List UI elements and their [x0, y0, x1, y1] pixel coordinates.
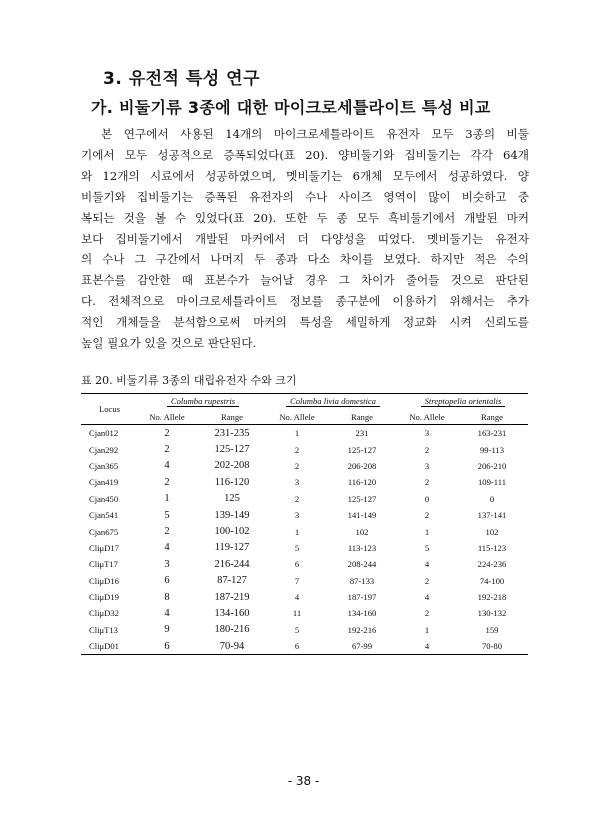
- allele-count-header: No. Allele: [268, 409, 326, 425]
- value-cell: 4: [164, 607, 170, 619]
- value-cell: 7: [294, 575, 300, 586]
- value-cell: 125-127: [214, 444, 250, 456]
- table-row: [81, 573, 528, 589]
- value-cell: 180-216: [214, 624, 250, 636]
- paragraph-line: 복되는 것을 볼 수 있었다(표 20). 또한 두 종 모두 흑비둘기에서 개발된 마커: [81, 210, 529, 225]
- locus-cell: Cjan012: [89, 428, 119, 439]
- range-header: Range: [196, 409, 268, 425]
- value-cell: 1: [164, 493, 170, 505]
- paragraph-line: 의 수나 그 구간에서 나머지 두 종과 다소 차이를 보였다. 하지만 적은 수의: [81, 252, 529, 267]
- value-cell: 6: [268, 638, 326, 655]
- value-cell: 216-244: [214, 558, 250, 570]
- value-cell: 4: [424, 559, 430, 570]
- locus-cell: Cjan292: [89, 444, 119, 455]
- value-cell: 4: [164, 460, 170, 472]
- paragraph-line: 보다 집비둘기에서 개발된 마커에서 더 다양성을 띠었다. 멧비둘기는 유전자: [81, 231, 529, 246]
- paragraph-line: 본 연구에서 사용된 14개의 마이크로세틀라이트 유전자 모두 3종의 비둘: [101, 127, 529, 141]
- value-cell: 4: [398, 638, 456, 655]
- value-cell: 2: [294, 493, 300, 504]
- value-cell: 116-120: [214, 476, 250, 488]
- table-row: [81, 474, 528, 490]
- value-cell: 192-216: [347, 624, 377, 635]
- value-cell: 8: [164, 591, 170, 603]
- paragraph-line: 표본수를 감안한 때 표본수가 늘어날 경우 그 차이가 줄어들 것으로 판단된: [81, 273, 529, 288]
- value-cell: 1: [424, 526, 430, 537]
- paragraph-line: 비둘기와 집비둘기는 증폭된 유전자의 수나 사이즈 영역이 많이 비슷하고 중: [81, 189, 529, 204]
- locus-cell: Cjan675: [89, 526, 119, 537]
- value-cell: 113-123: [347, 542, 377, 553]
- value-cell: 1: [424, 624, 430, 635]
- species-header: Streptopelia orientalis: [398, 394, 528, 410]
- value-cell: 139-149: [214, 509, 250, 521]
- value-cell: 100-102: [214, 526, 250, 538]
- paragraph-line: 높일 필요가 있을 것으로 판단된다.: [81, 336, 257, 351]
- table-row: [81, 507, 528, 523]
- species-header: Columba rupestris: [138, 394, 268, 410]
- value-cell: 1: [294, 428, 300, 439]
- value-cell: 231: [355, 428, 369, 439]
- value-cell: 231-235: [214, 427, 250, 439]
- value-cell: 159: [485, 624, 499, 635]
- value-cell: 67-99: [326, 638, 398, 655]
- value-cell: 6: [138, 638, 196, 655]
- value-cell: 115-123: [477, 542, 507, 553]
- value-cell: 163-231: [477, 428, 507, 439]
- body-paragraph: [81, 124, 529, 354]
- value-cell: 134-160: [347, 608, 377, 619]
- value-cell: 2: [424, 444, 430, 455]
- value-cell: 206-210: [477, 460, 507, 471]
- locus-header: Locus: [81, 394, 138, 425]
- value-cell: 74-100: [479, 575, 505, 586]
- value-cell: 102: [485, 526, 499, 537]
- value-cell: 5: [164, 509, 170, 521]
- locus-cell: CliμD19: [89, 592, 119, 603]
- value-cell: 102: [355, 526, 369, 537]
- locus-cell: CliμT13: [89, 624, 118, 635]
- value-cell: 4: [164, 542, 170, 554]
- value-cell: 187-219: [214, 591, 250, 603]
- value-cell: 134-160: [214, 607, 250, 619]
- paragraph-line: 와 12개의 시료에서 성공하였으며, 멧비둘기는 6개체 모두에서 성공하였다. 양: [81, 168, 529, 183]
- page-number: - 38 -: [287, 774, 320, 788]
- range-header: Range: [456, 409, 528, 425]
- value-cell: 0: [489, 493, 495, 504]
- value-cell: 119-127: [214, 542, 250, 554]
- value-cell: 125-127: [347, 493, 377, 504]
- allele-count-header: No. Allele: [138, 409, 196, 425]
- value-cell: 2: [424, 510, 430, 521]
- table-row: [81, 589, 528, 605]
- value-cell: 11: [292, 608, 302, 619]
- paragraph-line: 기에서 모두 성공적으로 증폭되었다(표 20). 양비둘기와 집비둘기는 각각 64개: [81, 147, 529, 162]
- allele-table: [81, 393, 528, 655]
- value-cell: 4: [424, 592, 430, 603]
- value-cell: 137-141: [477, 510, 507, 521]
- value-cell: 70-80: [456, 638, 528, 655]
- value-cell: 4: [294, 592, 300, 603]
- locus-cell: CliμT17: [89, 559, 118, 570]
- value-cell: 2: [424, 608, 430, 619]
- value-cell: 208-244: [347, 559, 377, 570]
- subsection-heading: 가. 비둘기류 3종에 대한 마이크로세틀라이트 특성 비교: [91, 98, 491, 117]
- locus-cell: CliμD01: [81, 638, 138, 655]
- value-cell: 125: [224, 493, 240, 505]
- locus-cell: Cjan541: [89, 510, 119, 521]
- value-cell: 5: [424, 542, 430, 553]
- value-cell: 5: [294, 542, 300, 553]
- value-cell: 187-197: [347, 592, 377, 603]
- value-cell: 70-94: [196, 638, 268, 655]
- table-row: [81, 441, 528, 457]
- value-cell: 87-127: [217, 575, 247, 587]
- value-cell: 141-149: [347, 510, 377, 521]
- value-cell: 2: [164, 476, 170, 488]
- value-cell: 109-111: [477, 477, 506, 488]
- locus-cell: Cjan419: [89, 477, 119, 488]
- range-header: Range: [326, 409, 398, 425]
- table-caption: 표 20. 비둘기류 3종의 대립유전자 수와 크기: [81, 374, 297, 387]
- table-row: [81, 523, 528, 539]
- locus-cell: Cjan450: [89, 493, 119, 504]
- value-cell: 3: [424, 428, 430, 439]
- table-row: [81, 638, 528, 655]
- locus-cell: CliμD17: [89, 542, 119, 553]
- value-cell: 0: [424, 493, 430, 504]
- value-cell: 3: [164, 558, 170, 570]
- value-cell: 224-236: [477, 559, 507, 570]
- value-cell: 1: [294, 526, 300, 537]
- value-cell: 2: [424, 575, 430, 586]
- locus-cell: CliμD32: [89, 608, 119, 619]
- value-cell: 5: [294, 624, 300, 635]
- value-cell: 125-127: [347, 444, 377, 455]
- value-cell: 130-132: [477, 608, 507, 619]
- section-heading: 3. 유전적 특성 연구: [103, 69, 260, 89]
- value-cell: 87-133: [349, 575, 375, 586]
- table-row: [81, 605, 528, 621]
- paragraph-line: 다. 전체적으로 마이크로세틀라이트 정보를 종구분에 이용하기 위해서는 추가: [81, 294, 529, 309]
- value-cell: 6: [164, 575, 170, 587]
- value-cell: 192-218: [477, 592, 507, 603]
- value-cell: 2: [164, 526, 170, 538]
- value-cell: 9: [164, 624, 170, 636]
- value-cell: 2: [164, 444, 170, 456]
- table-row: [81, 622, 528, 638]
- species-header: Columba livia domestica: [268, 394, 398, 410]
- value-cell: 2: [294, 444, 300, 455]
- value-cell: 6: [294, 559, 300, 570]
- allele-count-header: No. Allele: [398, 409, 456, 425]
- value-cell: 202-208: [214, 460, 250, 472]
- value-cell: 116-120: [347, 477, 377, 488]
- table-row: [81, 491, 528, 507]
- table-row: [81, 540, 528, 556]
- value-cell: 99-113: [479, 444, 505, 455]
- table-row: [81, 458, 528, 474]
- locus-cell: CliμD16: [89, 575, 119, 586]
- table-row: [81, 556, 528, 572]
- value-cell: 3: [294, 477, 300, 488]
- value-cell: 2: [164, 427, 170, 439]
- value-cell: 3: [424, 460, 430, 471]
- value-cell: 2: [424, 477, 430, 488]
- value-cell: 2: [294, 460, 300, 471]
- paragraph-line: 적인 개체들을 분석함으로써 마커의 특성을 세밀하게 정교화 시켜 신뢰도를: [81, 315, 529, 330]
- table-row: [81, 425, 528, 442]
- value-cell: 206-208: [347, 460, 377, 471]
- locus-cell: Cjan365: [89, 460, 119, 471]
- value-cell: 3: [294, 510, 300, 521]
